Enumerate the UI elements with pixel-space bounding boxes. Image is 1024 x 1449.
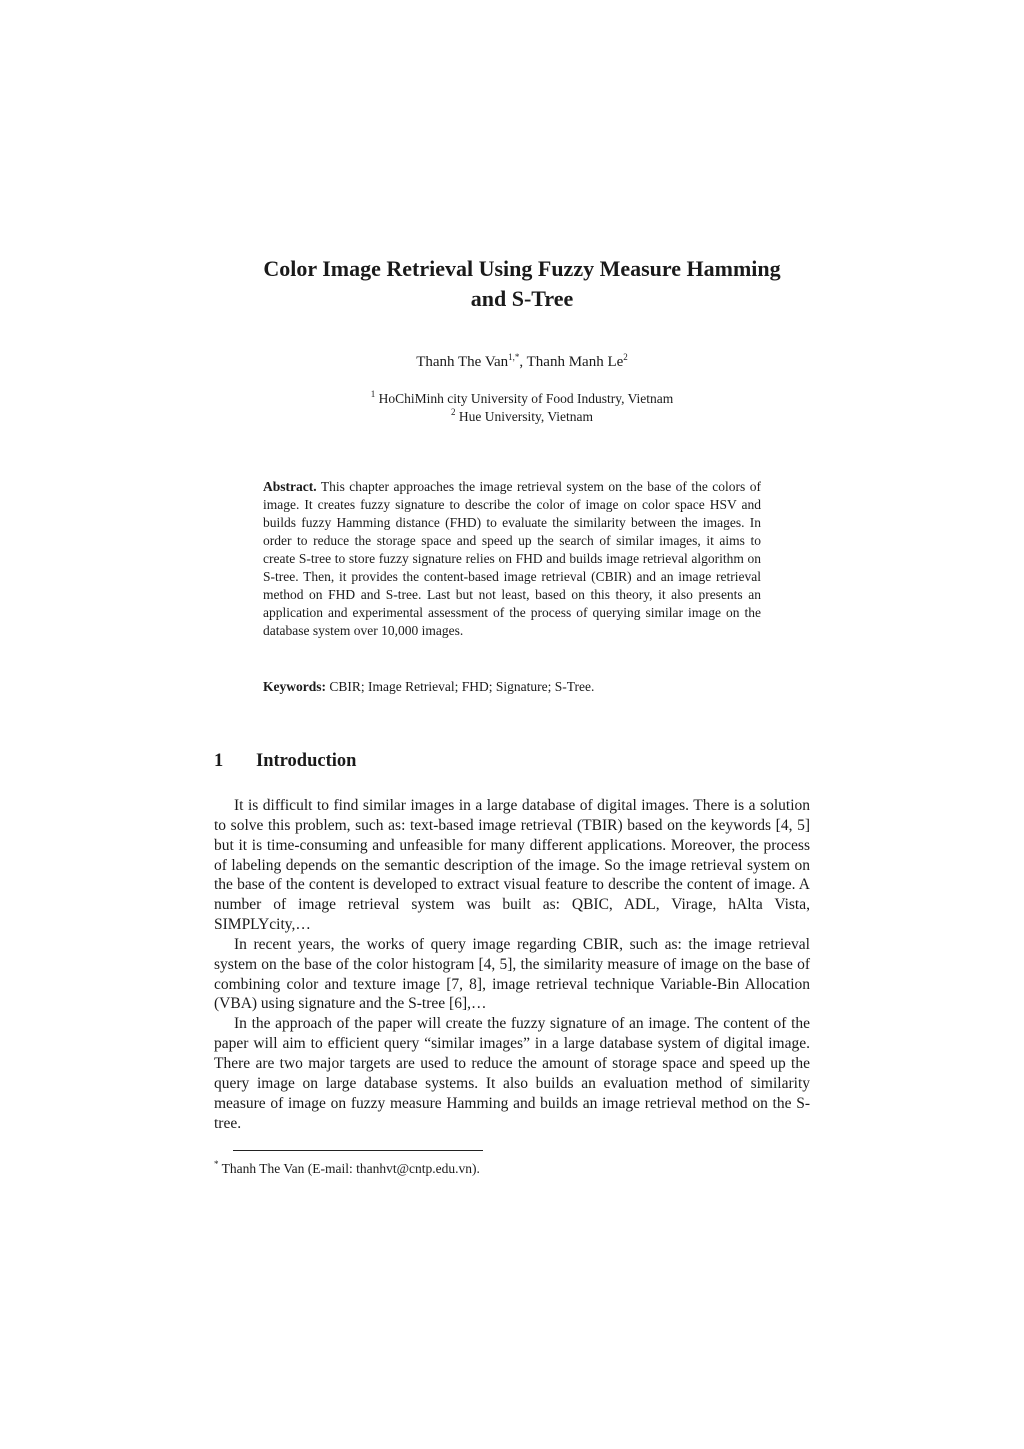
body-paragraph: In recent years, the works of query image regarding CBIR, such as: the image retrieval system on the base of the color histogram [4, 5], the similarity measure of image on the base of combining color and texture image [7, 8], image retrieval technique Variable-Bin Allocation (VBA) using signature and the S-tree [6],… xyxy=(214,935,810,1013)
keywords-label: Keywords: xyxy=(263,679,326,694)
affiliation-text: Hue University, Vietnam xyxy=(455,409,594,424)
abstract xyxy=(263,478,761,640)
abstract-text: This chapter approaches the image retrieval system on the base of the colors of image. It creates fuzzy signature to describe the color of image on color space HSV and builds fuzzy Hamming distance (FHD) to evaluate the similarity between the images. In order to reduce the storage space and speed up the search of similar images, it aims to create S-tree to store fuzzy signature relies on FHD and builds image retrieval algorithm on S-tree. Then, it provides the content-based image retrieval (CBIR) and an image retrieval method on FHD and S-tree. Last but not least, based on this theory, it also presents an application and experimental assessment of the process of querying similar image on the database system over 10,000 images. xyxy=(263,479,761,638)
author-list xyxy=(180,351,864,373)
paper-title-line2: and S-Tree xyxy=(470,286,574,311)
affiliation xyxy=(180,390,864,408)
affiliation xyxy=(180,408,864,426)
affiliation-mark: 2 xyxy=(450,407,456,417)
author-affiliation-mark: 1,* xyxy=(508,352,520,362)
author-name: Thanh Manh Le xyxy=(526,354,624,370)
paper-title xyxy=(180,254,864,314)
keywords-text: CBIR; Image Retrieval; FHD; Signature; S-Tree. xyxy=(326,679,595,694)
affiliation-list xyxy=(180,390,864,426)
paper-title-line1: Color Image Retrieval Using Fuzzy Measure Hamming xyxy=(263,256,781,281)
author-name: Thanh The Van xyxy=(416,354,509,370)
body-paragraph: It is difficult to find similar images in a large database of digital images. There is a solution to solve this problem, such as: text-based image retrieval (TBIR) based on the keywords [4, 5] but it is time-consuming and unfeasible for many different applications. Moreover, the process of labeling depends on the semantic description of the image. So the image retrieval system on the base of the content is developed to extract visual feature to describe the content of image. A number of image retrieval system was built as: QBIC, ADL, Virage, hAlta Vista, SIMPLYcity,… xyxy=(214,797,810,934)
section-number: 1 xyxy=(214,751,224,771)
footnote-text: Thanh The Van (E-mail: thanhvt@cntp.edu.vn). xyxy=(218,1161,480,1176)
footnote xyxy=(214,1160,810,1178)
footnote-mark: * xyxy=(214,1159,219,1169)
affiliation-text: HoChiMinh city University of Food Industry, Vietnam xyxy=(375,391,674,406)
section-body xyxy=(214,796,810,1133)
keywords xyxy=(263,678,761,696)
section-title: Introduction xyxy=(256,751,357,771)
abstract-label: Abstract. xyxy=(263,479,317,494)
author-separator: , xyxy=(519,354,527,370)
affiliation-mark: 1 xyxy=(370,389,376,399)
section-heading xyxy=(214,749,356,773)
body-paragraph: In the approach of the paper will create the fuzzy signature of an image. The content of the paper will aim to efficient query “similar images” in a large database system of digital image. There are two major targets are used to reduce the amount of storage space and speed up the query image on large database systems. It also builds an evaluation method of similarity measure of image on fuzzy measure Hamming and builds an image retrieval method on the S-tree. xyxy=(214,1015,810,1132)
author-affiliation-mark: 2 xyxy=(623,352,628,362)
footnote-divider xyxy=(233,1150,483,1151)
